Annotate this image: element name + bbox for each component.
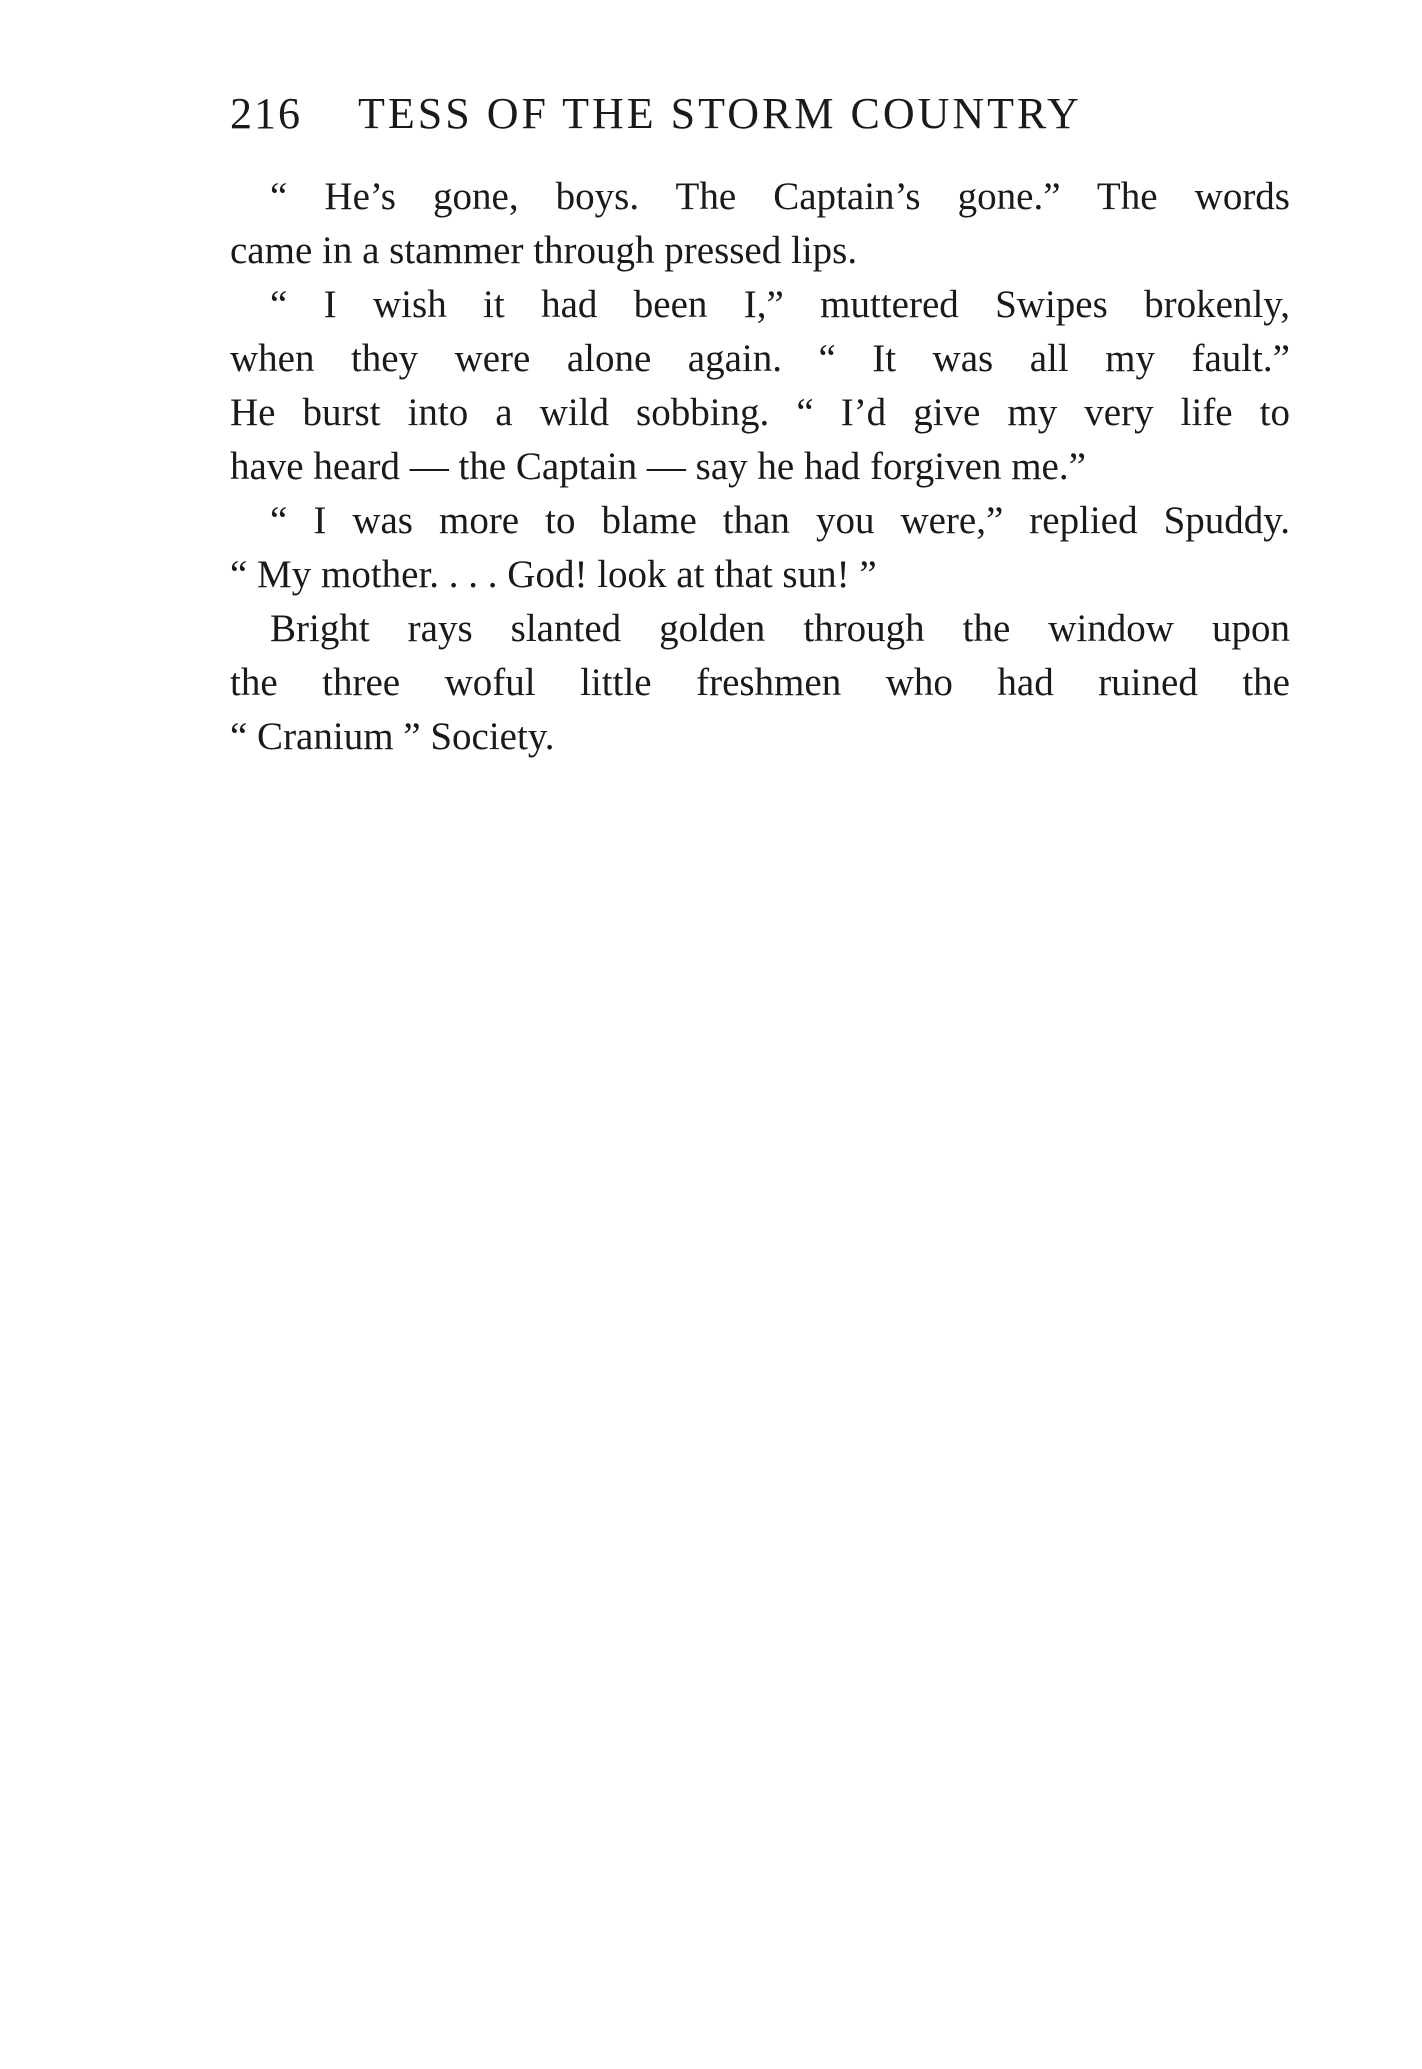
book-title: TESS OF THE STORM COUNTRY bbox=[358, 89, 1082, 138]
text-line: “ Cranium ” Society. bbox=[230, 715, 555, 758]
paragraph bbox=[230, 602, 1290, 764]
running-head bbox=[230, 88, 1290, 148]
text-line: “ He’s gone, boys. The Captain’s gone.” The words bbox=[270, 175, 1290, 218]
text-line: Bright rays slanted golden through the window upon bbox=[270, 607, 1290, 650]
text-line: when they were alone again. “ It was all my fault.” bbox=[230, 337, 1290, 380]
book-page bbox=[230, 88, 1290, 764]
paragraph bbox=[230, 170, 1290, 278]
text-line: have heard — the Captain — say he had forgiven me.” bbox=[230, 445, 1086, 488]
paragraph bbox=[230, 278, 1290, 494]
page-number: 216 bbox=[230, 89, 302, 138]
text-line: “ I was more to blame than you were,” replied Spuddy. bbox=[270, 499, 1290, 542]
text-line: the three woful little freshmen who had ruined the bbox=[230, 661, 1290, 704]
text-line: came in a stammer through pressed lips. bbox=[230, 229, 858, 272]
body-text bbox=[230, 170, 1290, 764]
paragraph bbox=[230, 494, 1290, 602]
text-line: “ I wish it had been I,” muttered Swipes brokenly, bbox=[270, 283, 1290, 326]
text-line: He burst into a wild sobbing. “ I’d give my very life to bbox=[230, 391, 1290, 434]
text-line: “ My mother. . . . God! look at that sun! ” bbox=[230, 553, 877, 596]
